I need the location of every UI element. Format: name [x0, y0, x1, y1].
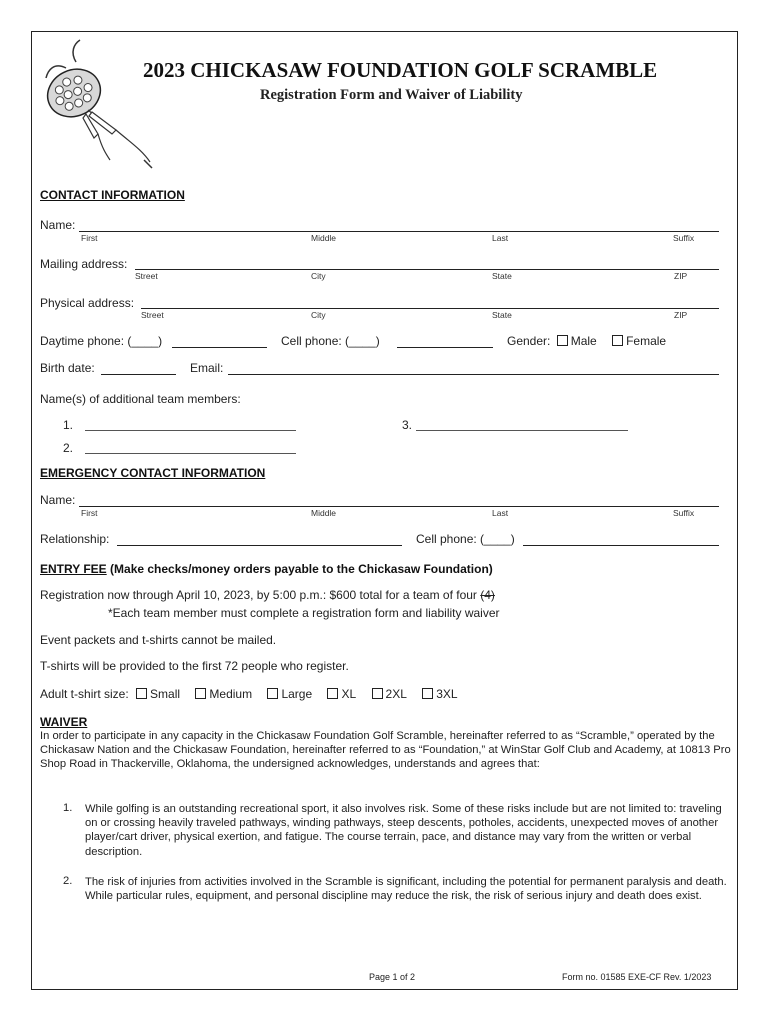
size-3xl-checkbox[interactable] — [422, 688, 433, 699]
member-note: *Each team member must complete a registration form and liability waiver — [108, 606, 500, 620]
size-2xl-option[interactable] — [372, 687, 407, 701]
size-medium-checkbox[interactable] — [195, 688, 206, 699]
name-part-middle: Middle — [311, 233, 337, 243]
size-2xl-label: 2XL — [385, 687, 407, 701]
gender-label: Gender: — [507, 334, 551, 348]
gender-female-checkbox[interactable] — [612, 335, 623, 346]
registration-text-struck: (4) — [480, 588, 495, 602]
mailing-part-state: State — [492, 271, 512, 281]
size-small-label: Small — [150, 687, 181, 701]
form-page — [31, 31, 738, 990]
team-member-2-field[interactable] — [85, 453, 296, 454]
emergency-section-heading: EMERGENCY CONTACT INFORMATION — [40, 466, 266, 480]
emergency-name-part-middle: Middle — [311, 508, 337, 518]
mailing-part-street: Street — [135, 271, 158, 281]
email-label: Email: — [190, 361, 224, 375]
size-small-option[interactable] — [136, 687, 180, 701]
name-part-suffix: Suffix — [673, 233, 695, 243]
emergency-name-label: Name: — [40, 493, 76, 507]
team-member-1-number: 1. — [63, 418, 74, 432]
waiver-item-1-number: 1. — [63, 802, 73, 814]
physical-part-street: Street — [141, 310, 164, 320]
tshirt-size-row — [40, 687, 470, 701]
form-number: Form no. 01585 EXE-CF Rev. 1/2023 — [562, 972, 712, 982]
size-small-checkbox[interactable] — [136, 688, 147, 699]
registration-text-main: Registration now through April 10, 2023, by 5:00 p.m.: $600 total for a team of four — [40, 588, 481, 602]
birth-date-label: Birth date: — [40, 361, 95, 375]
daytime-phone-label: Daytime phone: (____) — [40, 334, 163, 348]
size-3xl-label: 3XL — [436, 687, 458, 701]
mailing-part-city: City — [311, 271, 326, 281]
packets-note: Event packets and t-shirts cannot be mailed. — [40, 633, 277, 647]
size-medium-option[interactable] — [195, 687, 252, 701]
emergency-cell-phone-field[interactable] — [523, 545, 719, 546]
entry-fee-heading — [40, 562, 493, 576]
size-large-checkbox[interactable] — [267, 688, 278, 699]
form-subtitle: Registration Form and Waiver of Liability — [260, 87, 523, 103]
emergency-name-field[interactable] — [79, 506, 719, 507]
birth-date-field[interactable] — [101, 374, 176, 375]
relationship-label: Relationship: — [40, 532, 110, 546]
waiver-intro: In order to participate in any capacity in the Chickasaw Foundation Golf Scramble, hereinafter referred to as “Scramble,” operated by the Chickasaw Nation and the Chickasaw Foundation, hereinafter referred to as “Foundation,” at WinStar Golf Club and Academy, at 10813 Pro Shop Road in Thackerville, Oklahoma, the undersigned acknowledges, understands and agrees that: — [40, 730, 731, 771]
cell-phone-field[interactable] — [397, 347, 493, 348]
gender-female-label: Female — [626, 334, 667, 348]
form-title: 2023 CHICKASAW FOUNDATION GOLF SCRAMBLE — [143, 58, 658, 82]
physical-address-label: Physical address: — [40, 296, 135, 310]
registration-text — [40, 588, 495, 602]
tshirt-size-label: Adult t-shirt size: — [40, 687, 129, 701]
gender-group — [507, 334, 666, 348]
emergency-name-part-last: Last — [492, 508, 509, 518]
gender-male-label: Male — [570, 334, 597, 348]
size-large-option[interactable] — [267, 687, 312, 701]
gender-male-checkbox[interactable] — [557, 335, 568, 346]
mailing-address-field[interactable] — [135, 269, 719, 270]
name-field[interactable] — [79, 231, 719, 232]
waiver-item-2-number: 2. — [63, 875, 73, 887]
size-large-label: Large — [281, 687, 313, 701]
email-field[interactable] — [228, 374, 719, 375]
waiver-heading: WAIVER — [40, 715, 88, 729]
waiver-item-2-text: The risk of injuries from activities involved in the Scramble is significant, including the potential for permanent paralysis and death. While particular rules, equipment, and personal discipline may reduce the risk, the risk of serious injury and death does exist. — [85, 876, 727, 903]
daytime-phone-field[interactable] — [172, 347, 267, 348]
name-label: Name: — [40, 218, 76, 232]
mailing-address-label: Mailing address: — [40, 257, 128, 271]
team-member-2-number: 2. — [63, 441, 74, 455]
emergency-name-part-suffix: Suffix — [673, 508, 695, 518]
team-members-label: Name(s) of additional team members: — [40, 392, 241, 406]
physical-address-field[interactable] — [141, 308, 719, 309]
tshirt-note: T-shirts will be provided to the first 72 people who register. — [40, 659, 349, 673]
waiver-item-1-text: While golfing is an outstanding recreational sport, it also involves risk. Some of these risks include but are not limited to: traveling on or crossing heavily traveled pathways, winding pathways, steep descents, potholes, accidents, unexpected moves of another player/cart driver, physical exertion, and fatigue. The course terrain, pace, and distance may vary from the written or verbal description. — [85, 803, 722, 858]
emergency-cell-phone-label: Cell phone: (____) — [416, 532, 515, 546]
team-member-1-field[interactable] — [85, 430, 296, 431]
page-number: Page 1 of 2 — [369, 972, 416, 982]
physical-part-city: City — [311, 310, 326, 320]
size-xl-option[interactable] — [327, 687, 356, 701]
physical-part-state: State — [492, 310, 512, 320]
mailing-part-zip: ZIP — [674, 271, 688, 281]
cell-phone-label: Cell phone: (____) — [281, 334, 380, 348]
size-2xl-checkbox[interactable] — [372, 688, 383, 699]
size-medium-label: Medium — [209, 687, 253, 701]
size-3xl-option[interactable] — [422, 687, 457, 701]
name-part-last: Last — [492, 233, 509, 243]
team-member-3-number: 3. — [402, 418, 413, 432]
name-part-first: First — [81, 233, 98, 243]
size-xl-label: XL — [341, 687, 357, 701]
entry-fee-note: (Make checks/money orders payable to the Chickasaw Foundation) — [106, 562, 493, 576]
relationship-field[interactable] — [117, 545, 402, 546]
contact-section-heading: CONTACT INFORMATION — [40, 188, 185, 202]
size-xl-checkbox[interactable] — [327, 688, 338, 699]
team-member-3-field[interactable] — [416, 430, 628, 431]
physical-part-zip: ZIP — [674, 310, 688, 320]
emergency-name-part-first: First — [81, 508, 98, 518]
entry-fee-title: ENTRY FEE — [40, 562, 107, 576]
